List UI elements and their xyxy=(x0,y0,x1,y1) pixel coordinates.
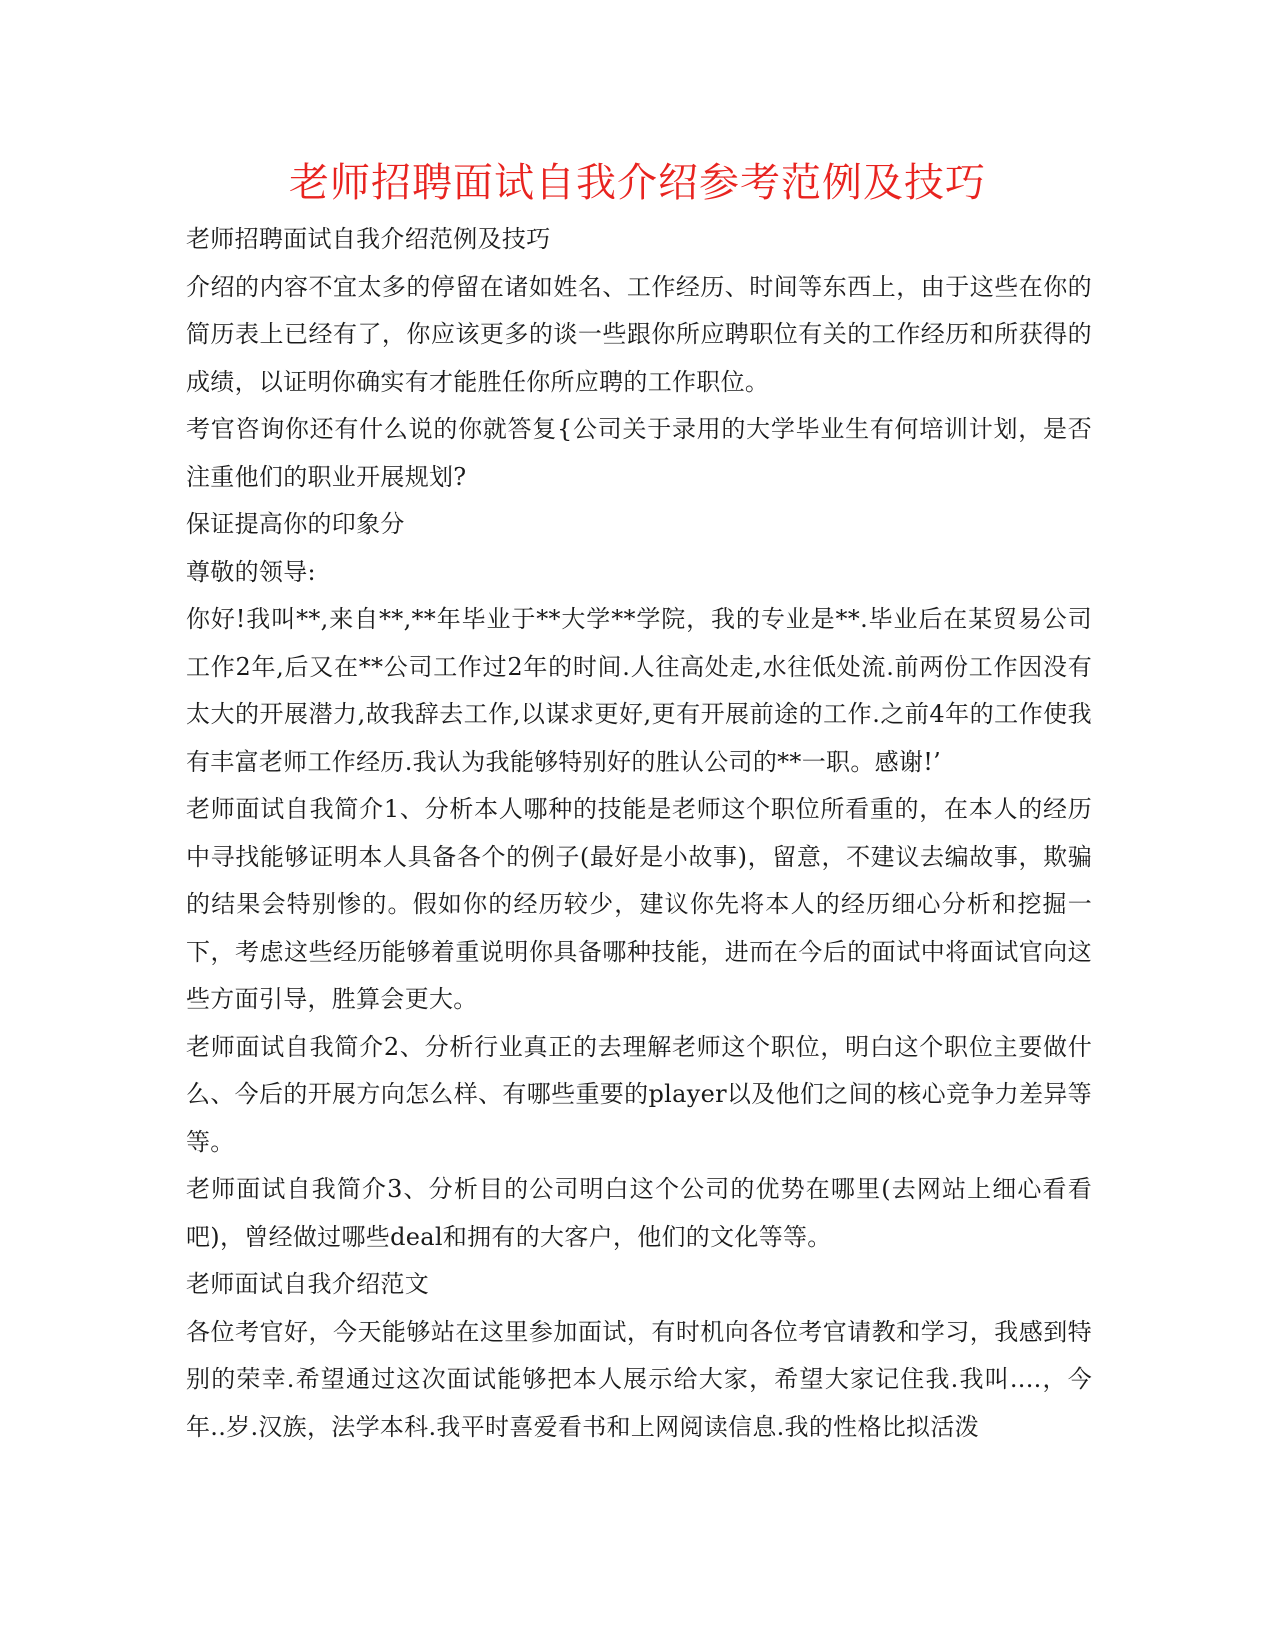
salutation-paragraph: 尊敬的领导: xyxy=(186,557,316,586)
subtitle-paragraph: 老师招聘面试自我介绍范例及技巧 xyxy=(186,225,551,253)
body-paragraph: 老师面试自我简介3、分析目的公司明白这个公司的优势在哪里(去网站上细心看看吧)，曾经做过哪些deal和拥有的大客户，他们的文化等等。 xyxy=(186,1175,1092,1251)
section-heading: 老师面试自我介绍范文 xyxy=(186,1270,429,1298)
body-paragraph: 老师面试自我简介2、分析行业真正的去理解老师这个职位，明白这个职位主要做什么、今后的开展方向怎么样、有哪些重要的player以及他们之间的核心竞争力差异等等。 xyxy=(186,1032,1092,1156)
body-paragraph: 保证提高你的印象分 xyxy=(186,510,405,538)
document-body xyxy=(186,216,1092,1451)
body-paragraph: 考官咨询你还有什么说的你就答复{公司关于录用的大学毕业生有何培训计划，是否注重他们的职业开展规划? xyxy=(186,415,1092,491)
body-paragraph: 老师面试自我简介1、分析本人哪种的技能是老师这个职位所看重的，在本人的经历中寻找能够证明本人具备各个的例子(最好是小故事)，留意，不建议去编故事，欺骗的结果会特别惨的。假如你的经历较少，建议你先将本人的经历细心分析和挖掘一下，考虑这些经历能够着重说明你具备哪种技能，进而在今后的面试中将面试官向这些方面引导，胜算会更大。 xyxy=(186,795,1092,1013)
document-title: 老师招聘面试自我介绍参考范例及技巧 xyxy=(289,160,986,206)
body-paragraph: 各位考官好，今天能够站在这里参加面试，有时机向各位考官请教和学习，我感到特别的荣幸.希望通过这次面试能够把本人展示给大家，希望大家记住我.我叫....，今年..岁.汉族，法学本科.我平时喜爱看书和上网阅读信息.我的性格比拟活泼 xyxy=(186,1317,1092,1441)
body-paragraph: 你好!我叫**,来自**,**年毕业于**大学**学院，我的专业是**.毕业后在某贸易公司工作2年,后又在**公司工作过2年的时间.人往高处走,水往低处流.前两份工作因没有太大的开展潜力,故我辞去工作,以谋求更好,更有开展前途的工作.之前4年的工作使我有丰富老师工作经历.我认为我能够特别好的胜认公司的**一职。感谢!’ xyxy=(186,605,1092,776)
body-paragraph: 介绍的内容不宜太多的停留在诸如姓名、工作经历、时间等东西上，由于这些在你的简历表上已经有了，你应该更多的谈一些跟你所应聘职位有关的工作经历和所获得的成绩，以证明你确实有才能胜任你所应聘的工作职位。 xyxy=(186,272,1092,396)
